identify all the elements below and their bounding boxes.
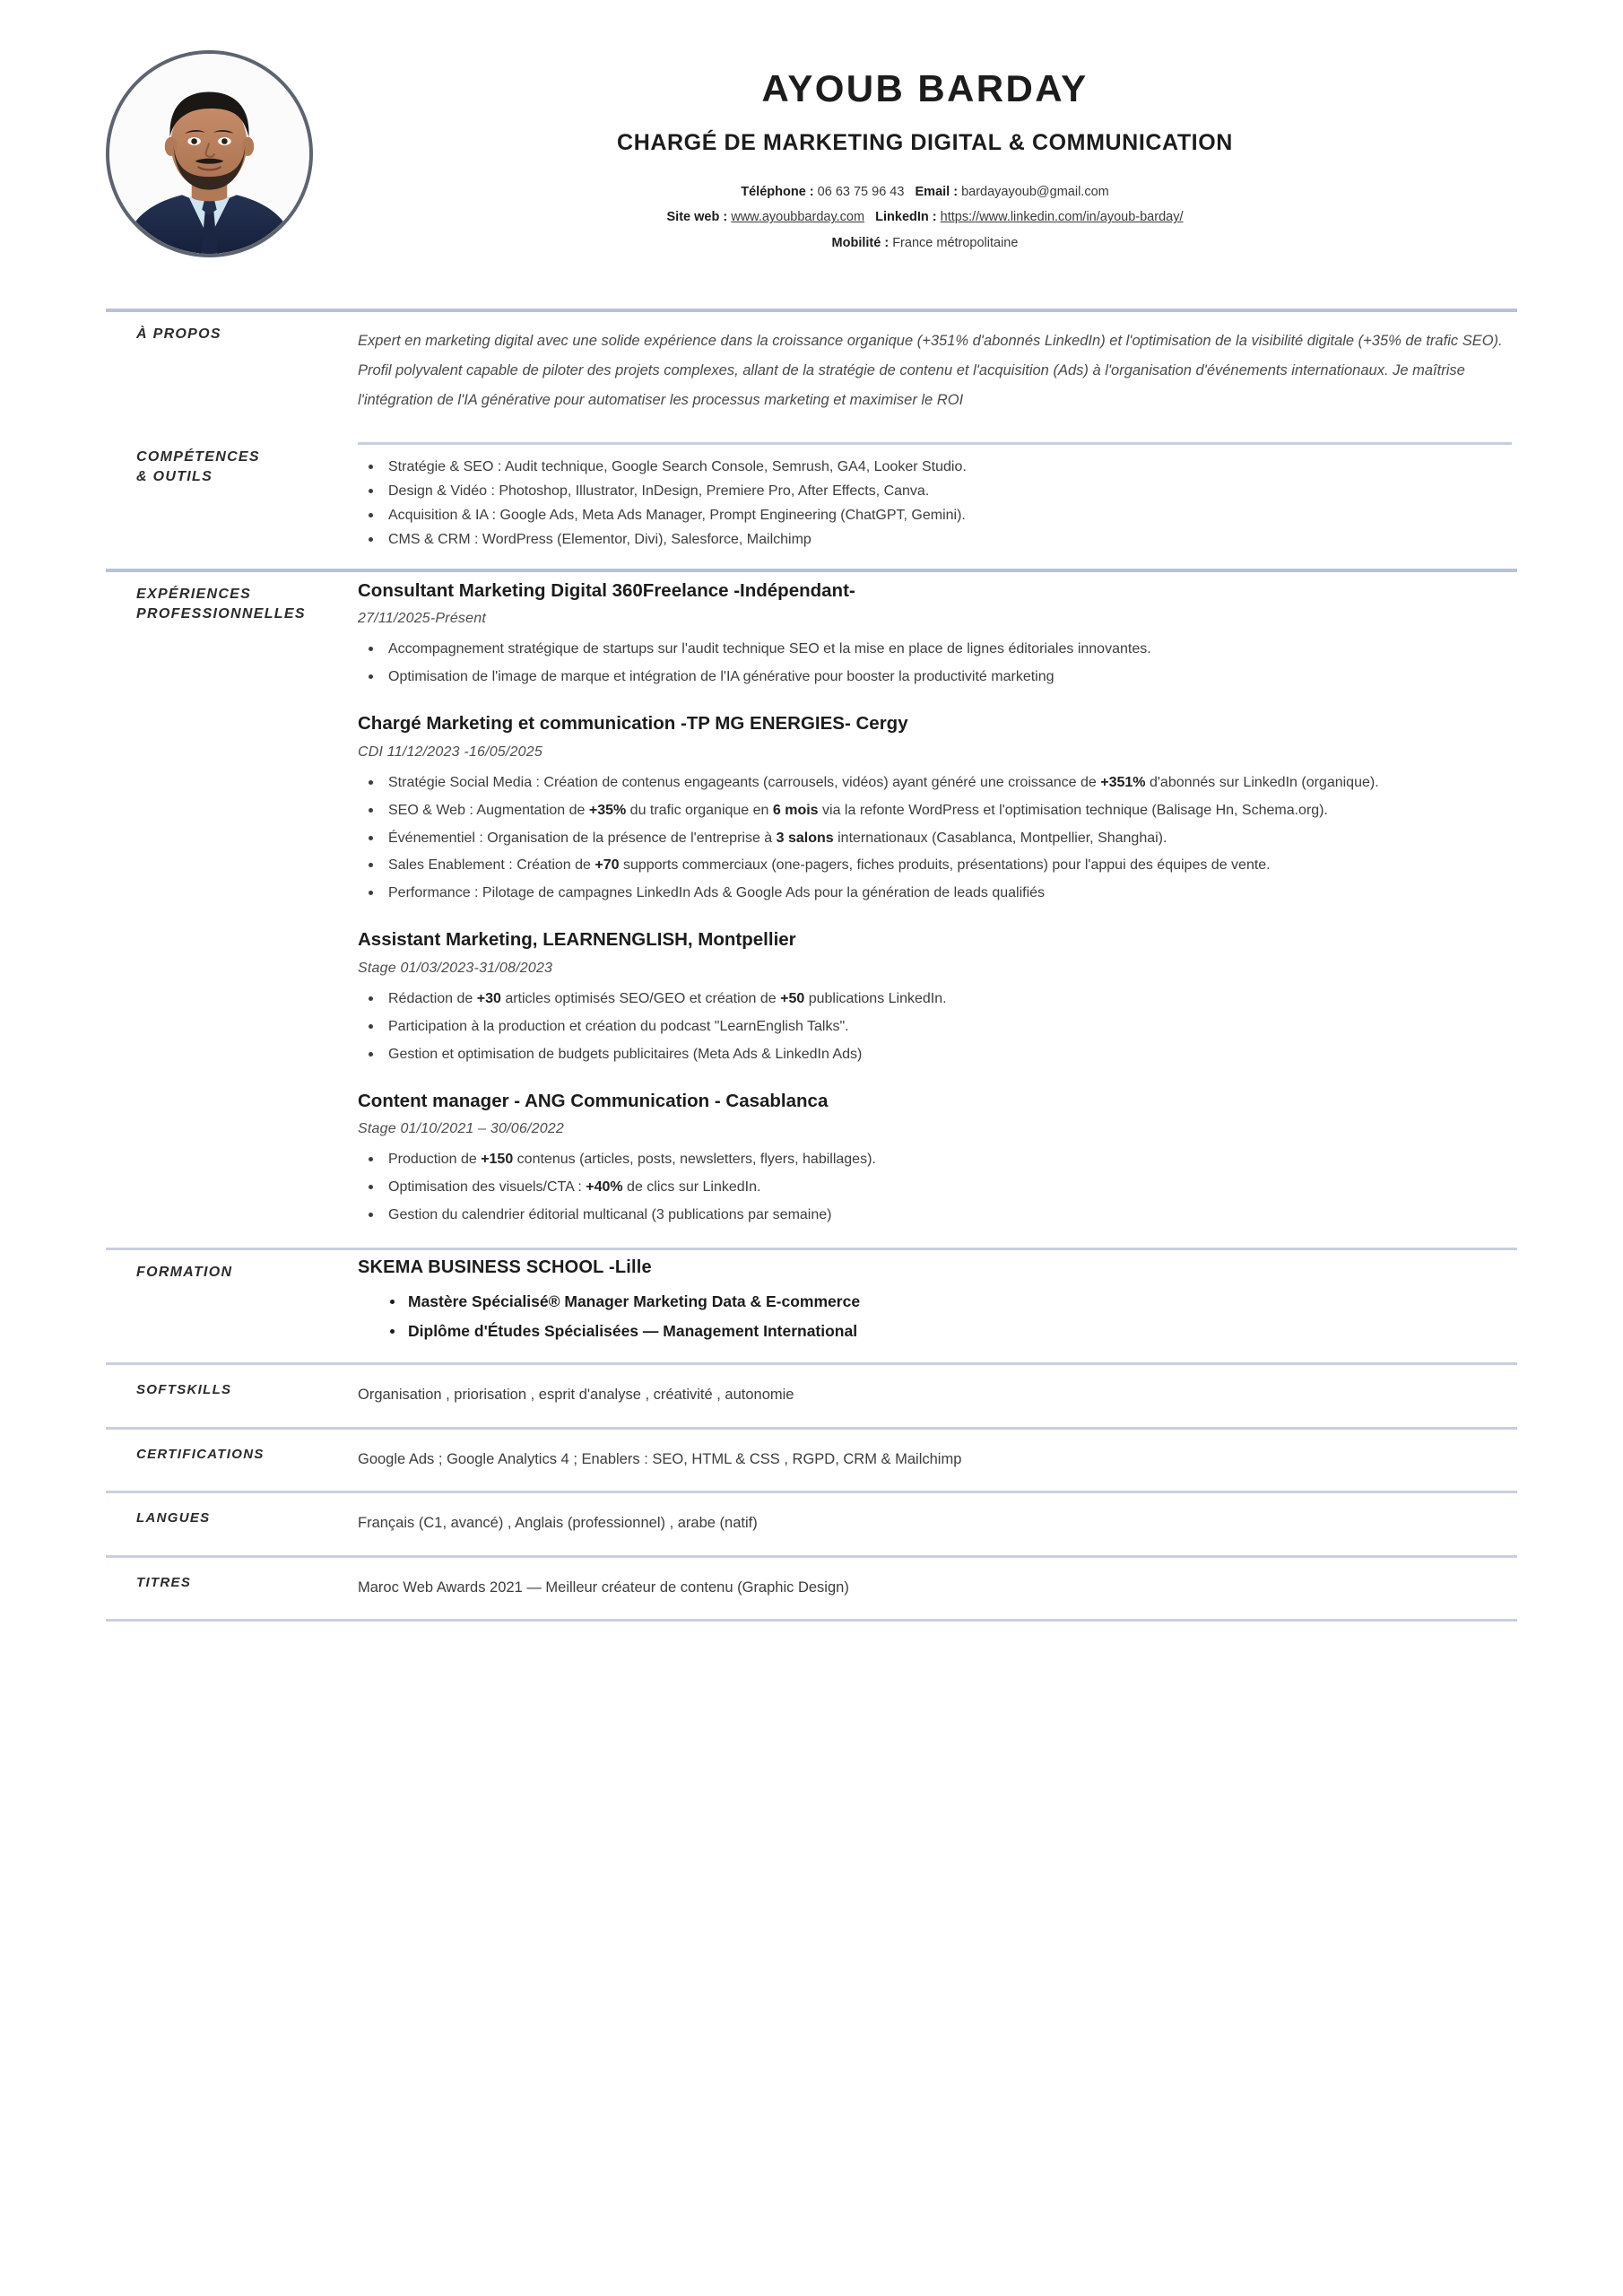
phone-value: 06 63 75 96 43 (817, 185, 905, 200)
avatar-container (106, 30, 333, 257)
titles-text: Maroc Web Awards 2021 — Meilleur créateur de contenu (Graphic Design) (358, 1578, 849, 1596)
list-item: Accompagnement stratégique de startups sur l'audit technique SEO et la mise en place de lignes éditoriales innovantes. (358, 638, 1512, 661)
skills-body (352, 435, 1517, 569)
page-title: AYOUB BARDAY (761, 67, 1089, 109)
experience-job-title: Consultant Marketing Digital 360Freelance -Indépendant- (358, 579, 855, 601)
section-certifications (106, 1430, 1517, 1491)
languages-body (352, 1493, 1517, 1554)
experience-bullet-list (358, 1148, 1512, 1227)
experience-body (352, 572, 1517, 1248)
section-titles (106, 1558, 1517, 1619)
softskills-text: Organisation , priorisation , esprit d'analyse , créativité , autonomie (358, 1387, 794, 1404)
list-item: Gestion du calendrier éditorial multicanal (3 publications par semaine) (358, 1204, 1512, 1227)
linkedin-label: LinkedIn : (875, 210, 937, 225)
website-link[interactable]: www.ayoubbarday.com (731, 210, 865, 225)
experience-job-title: Chargé Marketing et communication -TP MG ENERGIES- Cergy (358, 713, 908, 735)
list-item: SEO & Web : Augmentation de +35% du trafic organique en 6 mois via la refonte WordPress et l'optimisation technique (Balisage Hn, Schema.org). (358, 799, 1512, 822)
skills-label-line1: COMPÉTENCES (136, 449, 260, 465)
softskills-body (352, 1365, 1517, 1426)
experience-label (106, 572, 352, 637)
job-subtitle: CHARGÉ DE MARKETING DIGITAL & COMMUNICATION (617, 130, 1233, 156)
softskills-label: SOFTSKILLS (136, 1382, 232, 1398)
email-value: bardayayoub@gmail.com (961, 185, 1109, 200)
email-label: Email : (915, 185, 959, 200)
website-label: Site web : (666, 210, 728, 225)
languages-label: LANGUES (136, 1510, 211, 1526)
experience-job-date: CDI 11/12/2023 -16/05/2025 (358, 744, 542, 760)
section-about (106, 312, 1517, 435)
experience-job-date: Stage 01/10/2021 – 30/06/2022 (358, 1121, 565, 1137)
experience-bullet-list (358, 638, 1512, 689)
education-school: SKEMA BUSINESS SCHOOL -Lille (358, 1257, 652, 1277)
contact-line-2 (333, 204, 1517, 230)
experience-entry (358, 712, 1512, 905)
list-item: Participation à la production et création du podcast "LearnEnglish Talks". (358, 1015, 1512, 1039)
experience-job-title: Assistant Marketing, LEARNENGLISH, Montpellier (358, 929, 796, 951)
experience-bullet-list (358, 771, 1512, 906)
experience-entry (358, 1090, 1512, 1227)
skills-label (106, 435, 352, 500)
titles-body (352, 1558, 1517, 1619)
experience-bullet-list (358, 987, 1512, 1066)
list-item: Diplôme d'Études Spécialisées — Management International (381, 1317, 1512, 1346)
experience-label-line2: PROFESSIONNELLES (136, 605, 306, 622)
languages-text: Français (C1, avancé) , Anglais (professionnel) , arabe (natif) (358, 1515, 758, 1532)
section-languages (106, 1493, 1517, 1554)
list-item: Événementiel : Organisation de la présence de l'entreprise à 3 salons internationaux (Casablanca, Montpellier, Shanghai). (358, 827, 1512, 850)
experience-job-date: 27/11/2025-Présent (358, 611, 486, 627)
avatar (106, 50, 313, 257)
education-label: FORMATION (136, 1264, 233, 1280)
skills-label-line2: & OUTILS (136, 469, 213, 485)
header-text-block (333, 30, 1517, 256)
contact-line-3 (333, 230, 1517, 256)
list-item: Optimisation des visuels/CTA : +40% de clics sur LinkedIn. (358, 1176, 1512, 1199)
portrait-photo-icon (109, 54, 309, 254)
certifications-label: CERTIFICATIONS (136, 1446, 265, 1462)
divider-skills-top (358, 442, 1512, 445)
experience-entry (358, 928, 1512, 1065)
list-item: Optimisation de l'image de marque et intégration de l'IA générative pour booster la productivité marketing (358, 665, 1512, 689)
experience-entry (358, 579, 1512, 689)
phone-label: Téléphone : (741, 185, 814, 200)
section-softskills (106, 1365, 1517, 1426)
education-body (352, 1250, 1517, 1363)
list-item: Mastère Spécialisé® Manager Marketing Data & E-commerce (381, 1287, 1512, 1317)
contact-line-1 (333, 179, 1517, 204)
education-degree-list (381, 1287, 1512, 1347)
list-item: Acquisition & IA : Google Ads, Meta Ads Manager, Prompt Engineering (ChatGPT, Gemini). (358, 504, 1512, 527)
about-body (352, 312, 1517, 435)
section-experience (106, 572, 1517, 1248)
list-item: Sales Enablement : Création de +70 supports commerciaux (one-pagers, fiches produits, présentations) pour l'appui des équipes de vente. (358, 854, 1512, 877)
linkedin-link[interactable]: https://www.linkedin.com/in/ayoub-barday/ (940, 210, 1184, 225)
about-text: Expert en marketing digital avec une solide expérience dans la croissance organique (+351% d'abonnés LinkedIn) et l'optimisation de la visibilité digitale (+35% de trafic SEO). Profil polyvalent capable de piloter des projets complexes, allant de la stratégie de contenu et l'acquisition (Ads) à l'organisation d'événements internationaux. Je maîtrise l'intégration de l'IA générative pour automatiser les processus marketing et maximiser le ROI (358, 333, 1503, 408)
section-skills (106, 435, 1517, 569)
contact-info (333, 179, 1517, 256)
titles-label: TITRES (136, 1574, 192, 1590)
about-label: À PROPOS (136, 326, 221, 342)
list-item: CMS & CRM : WordPress (Elementor, Divi), Salesforce, Mailchimp (358, 528, 1512, 552)
experience-job-title: Content manager - ANG Communication - Casablanca (358, 1090, 829, 1111)
section-education (106, 1250, 1517, 1363)
skills-list (358, 456, 1512, 552)
mobility-label: Mobilité : (831, 235, 890, 250)
experience-job-date: Stage 01/03/2023-31/08/2023 (358, 960, 553, 976)
list-item: Stratégie Social Media : Création de contenus engageants (carrousels, vidéos) ayant généré une croissance de +351% d'abonnés sur LinkedIn (organique). (358, 771, 1512, 795)
list-item: Design & Vidéo : Photoshop, Illustrator, InDesign, Premiere Pro, After Effects, Canva. (358, 480, 1512, 503)
list-item: Stratégie & SEO : Audit technique, Google Search Console, Semrush, GA4, Looker Studio. (358, 456, 1512, 479)
certifications-body (352, 1430, 1517, 1491)
divider-titles (106, 1619, 1517, 1622)
list-item: Production de +150 contenus (articles, posts, newsletters, flyers, habillages). (358, 1148, 1512, 1171)
certifications-text: Google Ads ; Google Analytics 4 ; Enablers : SEO, HTML & CSS , RGPD, CRM & Mailchimp (358, 1450, 962, 1467)
list-item: Gestion et optimisation de budgets publicitaires (Meta Ads & LinkedIn Ads) (358, 1043, 1512, 1066)
experience-label-line1: EXPÉRIENCES (136, 586, 252, 602)
list-item: Performance : Pilotage de campagnes LinkedIn Ads & Google Ads pour la génération de leads qualifiés (358, 882, 1512, 905)
list-item: Rédaction de +30 articles optimisés SEO/GEO et création de +50 publications LinkedIn. (358, 987, 1512, 1011)
cv-header (106, 30, 1517, 309)
mobility-value: France métropolitaine (892, 235, 1019, 250)
